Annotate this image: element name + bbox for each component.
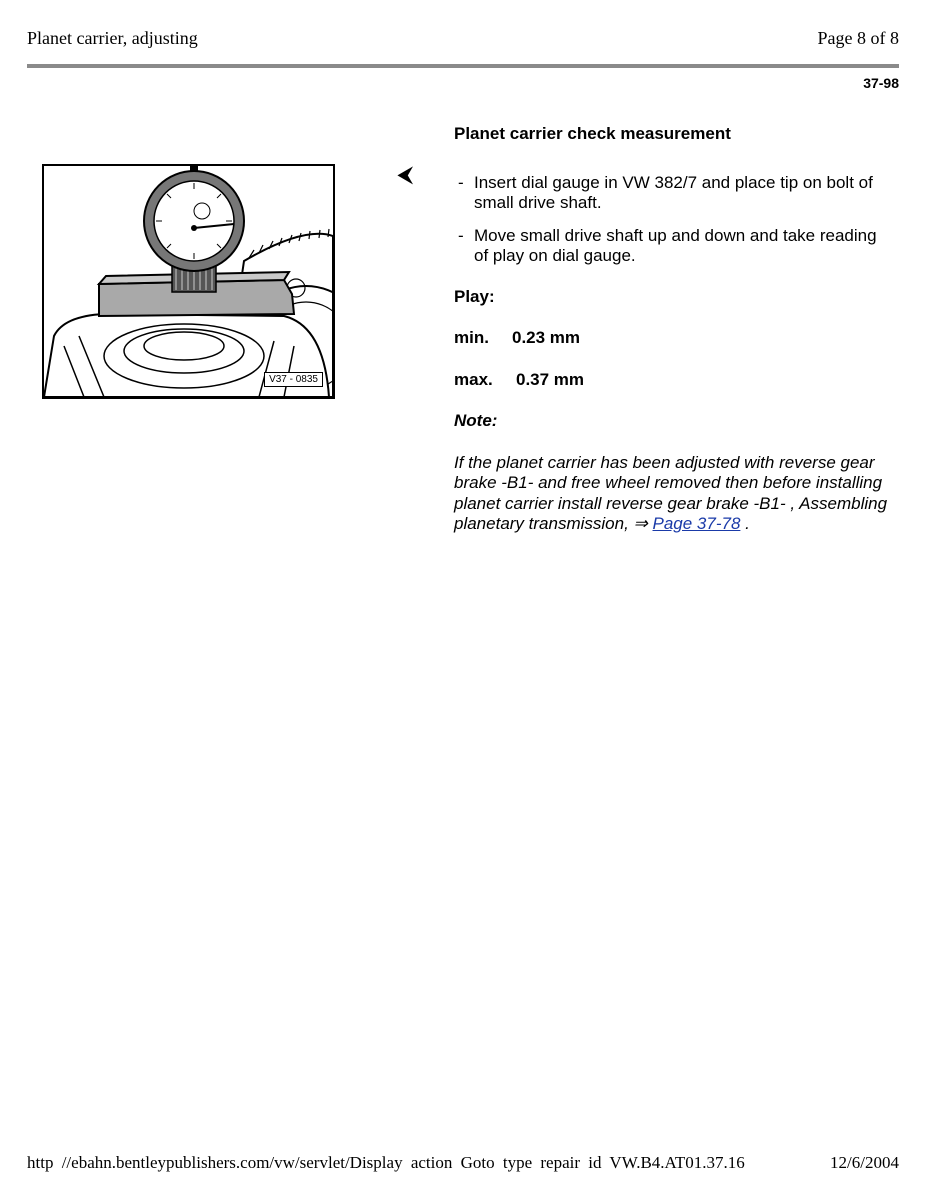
note-title: Note: [454, 411, 498, 430]
dial-gauge-drawing [44, 166, 333, 397]
page-code: 37-98 [863, 75, 899, 91]
header-rule [27, 64, 899, 68]
min-spec [454, 328, 894, 349]
procedure-content [454, 124, 894, 535]
procedure-step: - Insert dial gauge in VW 382/7 and place tip on bolt of small drive shaft. [454, 173, 894, 214]
max-label: max. [454, 369, 493, 389]
note-text [454, 453, 894, 535]
note-body: If the planet carrier has been adjusted with reverse gear brake -B1- and free wheel removed then before installing planet carrier install reverse gear brake -B1- , Assembling planetary transmission, ⇒ [454, 452, 888, 533]
page-header-page-info: Page 8 of 8 [817, 28, 899, 48]
play-label: Play: [454, 286, 495, 306]
min-value: 0.23 mm [512, 328, 581, 347]
max-value: 0.37 mm [516, 369, 585, 389]
section-title: Planet carrier check measurement [454, 124, 731, 143]
page-header-title: Planet carrier, adjusting [27, 28, 198, 48]
dial-gauge-illustration [42, 164, 335, 399]
figure-pointer-icon: ⮜ [398, 162, 413, 186]
figure-label: V37 - 0835 [264, 372, 323, 387]
procedure-step: - Move small drive shaft up and down and take reading of play on dial gauge. [454, 226, 894, 267]
min-label: min. [454, 328, 489, 347]
max-spec [454, 370, 894, 391]
note-end: . [740, 514, 750, 533]
footer-url: http //ebahn.bentleypublishers.com/vw/servlet/Display action Goto type repair id VW.B4.AT01.37.16 [27, 1153, 745, 1172]
footer-date: 12/6/2004 [830, 1153, 899, 1172]
page-link[interactable]: Page 37-78 [652, 514, 741, 533]
procedure-steps [454, 173, 894, 267]
